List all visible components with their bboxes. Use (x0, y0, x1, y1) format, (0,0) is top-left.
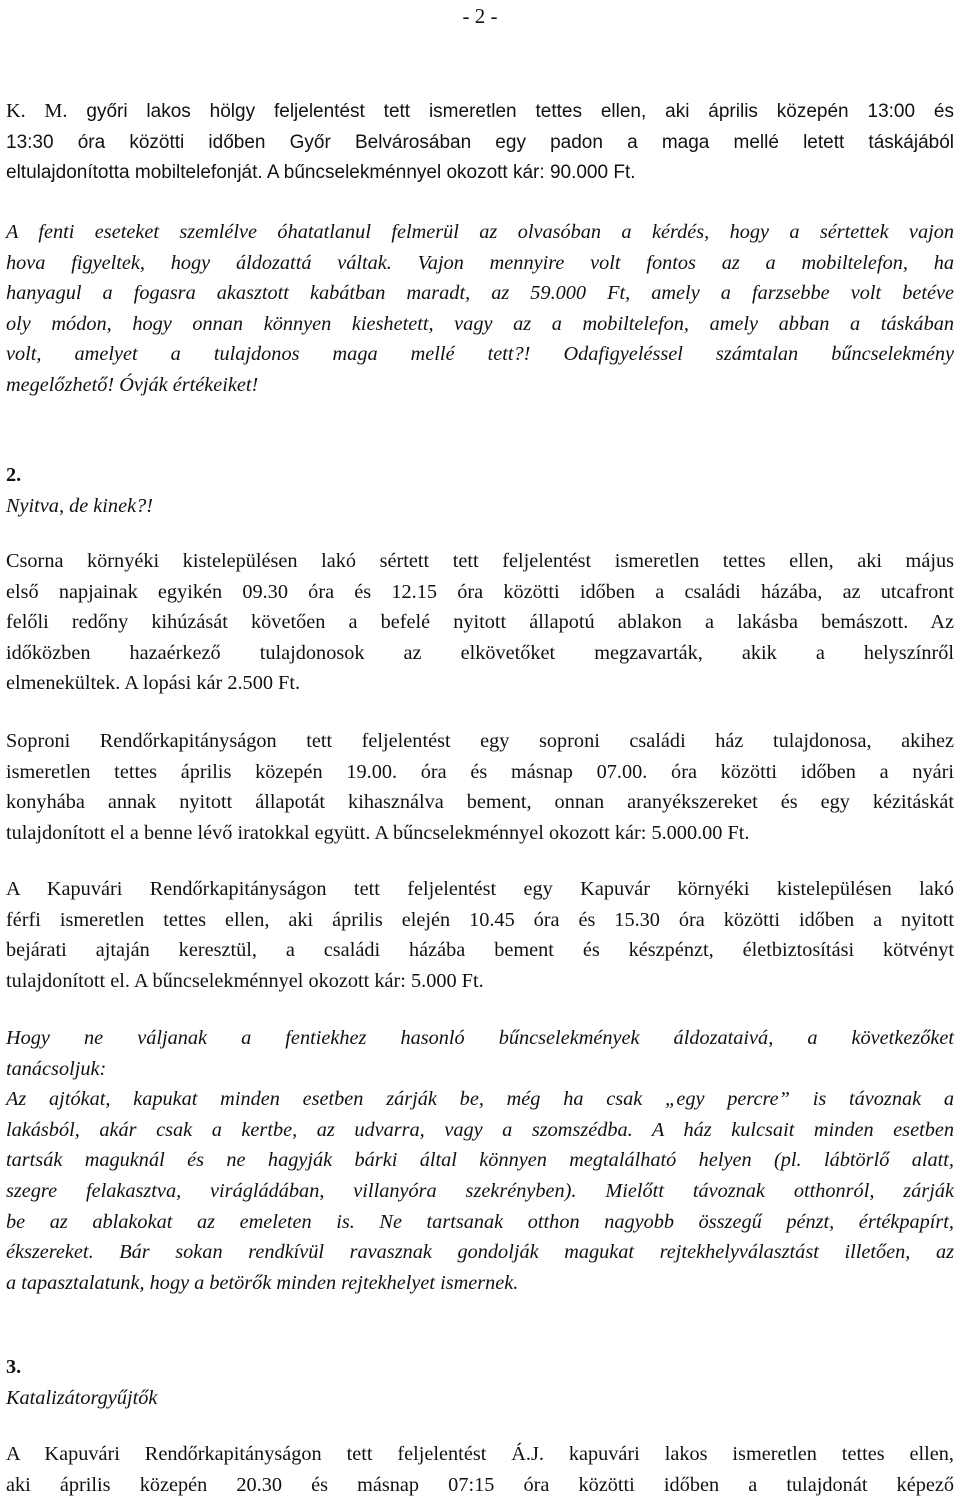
paragraph-text: elmenekültek. A lopási kár 2.500 Ft. (6, 672, 301, 695)
section-heading-3 (6, 1352, 954, 1413)
paragraph-case-catalyst (6, 1439, 954, 1500)
paragraph-text: Hogy ne váljanak a fentiekhez hasonló bűncselekmények áldozataivá, a következőket (6, 1027, 954, 1049)
paragraph-text: hova figyeltek, hogy áldozattá váltak. Vajon mennyire volt fontos az a mobiltelefon, ha (6, 251, 954, 274)
paragraph-text: szegre felakasztva, virágládában, villanyóra szekrényben). Mielőtt távoznak otthonról, zárják (6, 1179, 954, 1202)
paragraph-text: időközben hazaérkező tulajdonosok az elkövetőket megzavarták, akik a helyszínről (6, 641, 954, 664)
section-number: 2. (6, 464, 22, 486)
paragraph-case-km (6, 96, 954, 189)
paragraph-text: megelőzhető! Óvják értékeiket! (6, 373, 259, 396)
paragraph-reflection (6, 217, 954, 401)
paragraph-text: volt, amelyet a tulajdonos maga mellé tett?! Odafigyeléssel számtalan bűncselekmény (6, 343, 954, 366)
paragraph-text: férfi ismeretlen tettes ellen, aki április elején 10.45 óra és 15.30 óra közötti időben a nyitott (6, 908, 954, 931)
paragraph-text: első napjainak egyikén 09.30 óra és 12.15 óra közötti időben a családi házába, az utcafront (6, 580, 954, 603)
paragraph-case-sopron (6, 726, 954, 848)
paragraph-text: A fenti eseteket szemlélve óhatatlanul felmerül az olvasóban a kérdés, hogy a sértettek vajon (6, 221, 954, 243)
paragraph-text: tulajdonított el. A bűncselekménnyel okozott kár: 5.000 Ft. (6, 969, 484, 992)
paragraph-text: aki április közepén 20.30 és másnap 07:15 óra közötti időben a tulajdonát képező (6, 1473, 954, 1496)
paragraph-text: 13:30 óra közötti időben Győr Belvárosában egy padon a maga mellé letett táskájából (6, 131, 954, 153)
paragraph-text: Csorna környéki kistelepülésen lakó sértett tett feljelentést ismeretlen tettes ellen, aki május (6, 550, 954, 572)
section-heading-2 (6, 460, 954, 521)
paragraph-text: győri lakos hölgy feljelentést tett ismeretlen tettes ellen, aki április közepén 13:00 és (67, 101, 954, 122)
paragraph-text: lakásból, akár csak a kertbe, az udvarra, vagy a szomszédba. A ház kulcsait minden esetben (6, 1118, 954, 1141)
paragraph-text: tartsák maguknál és ne hagyják bárki által könnyen megtalálható helyen (pl. lábtörlő alatt, (6, 1149, 954, 1172)
paragraph-text: hanyagul a fogasra akasztott kabátban maradt, az 59.000 Ft, amely a farzsebbe volt betéve (6, 282, 954, 305)
page-number: - 2 - (462, 4, 498, 28)
paragraph-text: Az ajtókat, kapukat minden esetben zárják be, még ha csak „egy percre” is távoznak a (6, 1088, 954, 1111)
paragraph-text: ékszereket. Bár sokan rendkívül ravasznak gondolják magukat rejtekhelyválasztást illetően, az (6, 1241, 954, 1264)
paragraph-text: felőli redőny kihúzását követően a befelé nyitott állapotú ablakon a lakásba bemászott. Az (6, 611, 954, 634)
paragraph-case-csorna (6, 546, 954, 699)
paragraph-text: a tapasztalatunk, hogy a betörők minden rejtekhelyet ismernek. (6, 1271, 519, 1294)
paragraph-text: A Kapuvári Rendőrkapitányságon tett feljelentést Á.J. kapuvári lakos ismeretlen tettes ellen, (6, 1443, 954, 1465)
paragraph-text: tanácsoljuk: (6, 1057, 107, 1080)
paragraph-text: ismeretlen tettes április közepén 19.00. óra és másnap 07.00. óra közötti időben a nyári (6, 760, 954, 783)
section-title: Katalizátorgyűjtők (6, 1386, 158, 1409)
paragraph-text: oly módon, hogy onnan könnyen kieshetett, vagy az a mobiltelefon, amely abban a táskában (6, 312, 954, 335)
paragraph-text: eltulajdonította mobiltelefonját. A bűncselekménnyel okozott kár: 90.000 Ft. (6, 162, 636, 184)
paragraph-text: konyhába annak nyitott állapotát kihasználva bement, onnan aranyékszereket és egy kézitáskát (6, 791, 954, 814)
paragraph-text: be az ablakokat az emeleten is. Ne tartsanak otthon nagyobb összegű pénzt, értékpapírt, (6, 1210, 954, 1233)
paragraph-text: A Kapuvári Rendőrkapitányságon tett feljelentést egy Kapuvár környéki kistelepülésen lakó (6, 878, 954, 900)
paragraph-text: bejárati ajtaján keresztül, a családi házába bement és készpénzt, életbiztosítási kötvényt (6, 939, 954, 962)
section-number: 3. (6, 1356, 22, 1378)
case-initials: K. M. (6, 100, 68, 122)
paragraph-text: Soproni Rendőrkapitányságon tett feljelentést egy soproni családi ház tulajdonosa, akihez (6, 730, 954, 752)
paragraph-case-kapuvar (6, 874, 954, 996)
section-title: Nyitva, de kinek?! (6, 494, 153, 517)
paragraph-text: tulajdonított el a benne lévő iratokkal együtt. A bűncselekménnyel okozott kár: 5.000.00 Ft. (6, 821, 750, 844)
paragraph-advice (6, 1023, 954, 1298)
